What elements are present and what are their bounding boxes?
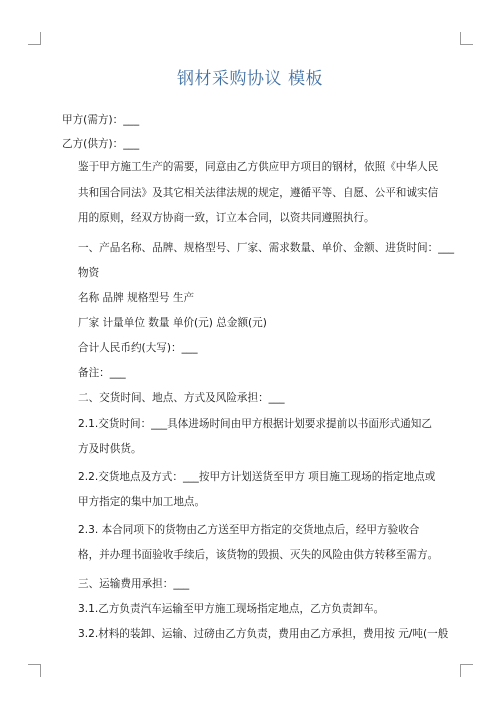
corner-mark-bottom-right [460, 664, 473, 677]
total-amount-line: 合计人民币约(大写)：___ [78, 341, 198, 354]
corner-mark-top-right [460, 32, 473, 45]
preamble-paragraph: 鉴于甲方施工生产的需要，同意由乙方供应甲方项目的钢材，依照《中华人民共和国合同法》及其它相关法律法规的规定，遵循平等、自愿、公平和诚实信用的原则，经双方协商一致，订立本合同，以资共同遵照执行。 [78, 161, 439, 224]
clause-3-1: 3.1.乙方负责汽车运输至甲方施工现场指定地点，乙方负责卸车。 [78, 602, 385, 615]
table-header-line-3: 厂家 计量单位 数量 单价(元) 总金额(元) [78, 316, 267, 329]
document-body [62, 114, 455, 653]
clause-3-2: 3.2.材料的装卸、运输、过磅由乙方负责，费用由乙方承担，费用按 元/吨(一般 [78, 627, 449, 640]
remarks-line: 备注：___ [78, 366, 126, 379]
corner-mark-bottom-left [28, 664, 41, 677]
section-2-heading: 二、交货时间、地点、方式及风险承担：___ [78, 391, 285, 404]
section-3-heading: 三、运输费用承担：___ [78, 577, 190, 590]
section-1-heading: 一、产品名称、品牌、规格型号、厂家、需求数量、单价、金额、进货时间：___ [78, 241, 455, 254]
clause-2-3: 2.3. 本合同项下的货物由乙方送至甲方指定的交货地点后，经甲方验收合格，并办理书面验收手续后，该货物的毁损、灭失的风险由供方转移至需方。 [78, 523, 439, 561]
party-b-line: 乙方(供方)：___ [62, 138, 140, 150]
table-header-line-1: 物资 [78, 266, 100, 279]
document-title: 钢材采购协议 模板 [177, 69, 323, 89]
clause-2-1: 2.1.交货时间：___具体进场时间由甲方根据计划要求提前以书面形式通知乙方及时供货。 [78, 417, 432, 455]
clause-2-2: 2.2.交货地点及方式：___按甲方计划送货至甲方 项目施工现场的指定地点或甲方指定的集中加工地点。 [78, 470, 436, 508]
table-header-line-2: 名称 品牌 规格型号 生产 [78, 291, 195, 304]
party-a-line: 甲方(需方)：___ [62, 114, 140, 126]
corner-mark-top-left [28, 32, 41, 45]
